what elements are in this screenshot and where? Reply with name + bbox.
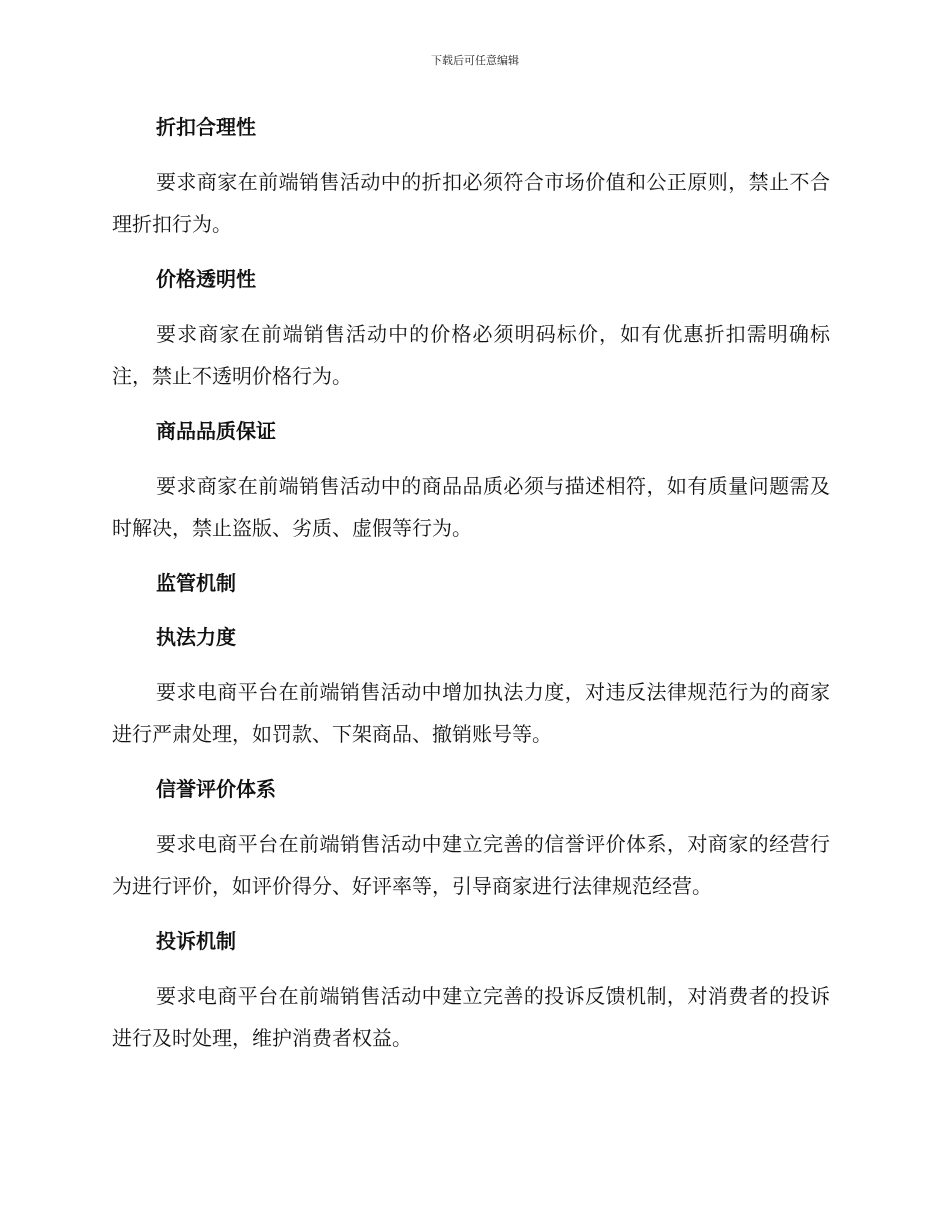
section-heading-supervision: 监管机制 bbox=[156, 571, 236, 595]
section-paragraph-enforcement: 要求电商平台在前端销售活动中增加执法力度，对违反法律规范行为的商家进行严肃处理，如罚款、下架商品、撤销账号等。 bbox=[112, 680, 830, 746]
section-paragraph-price-transparency: 要求商家在前端销售活动中的价格必须明码标价，如有优惠折扣需明确标注，禁止不透明价格行为。 bbox=[112, 322, 830, 388]
section-paragraph-quality: 要求商家在前端销售活动中的商品品质必须与描述相符，如有质量问题需及时解决，禁止盗版、劣质、虚假等行为。 bbox=[112, 474, 830, 540]
page-header: 下载后可任意编辑 bbox=[431, 54, 519, 67]
section-heading-discount: 折扣合理性 bbox=[156, 115, 256, 139]
section-heading-price-transparency: 价格透明性 bbox=[156, 267, 256, 291]
section-heading-complaints: 投诉机制 bbox=[156, 929, 236, 953]
section-paragraph-discount: 要求商家在前端销售活动中的折扣必须符合市场价值和公正原则，禁止不合理折扣行为。 bbox=[112, 170, 830, 236]
section-paragraph-credit-rating: 要求电商平台在前端销售活动中建立完善的信誉评价体系，对商家的经营行为进行评价，如评价得分、好评率等，引导商家进行法律规范经营。 bbox=[112, 832, 830, 898]
section-heading-enforcement: 执法力度 bbox=[156, 625, 236, 649]
section-paragraph-complaints: 要求电商平台在前端销售活动中建立完善的投诉反馈机制，对消费者的投诉进行及时处理，维护消费者权益。 bbox=[112, 984, 830, 1050]
section-heading-quality: 商品品质保证 bbox=[156, 419, 276, 443]
section-heading-credit-rating: 信誉评价体系 bbox=[156, 777, 276, 801]
